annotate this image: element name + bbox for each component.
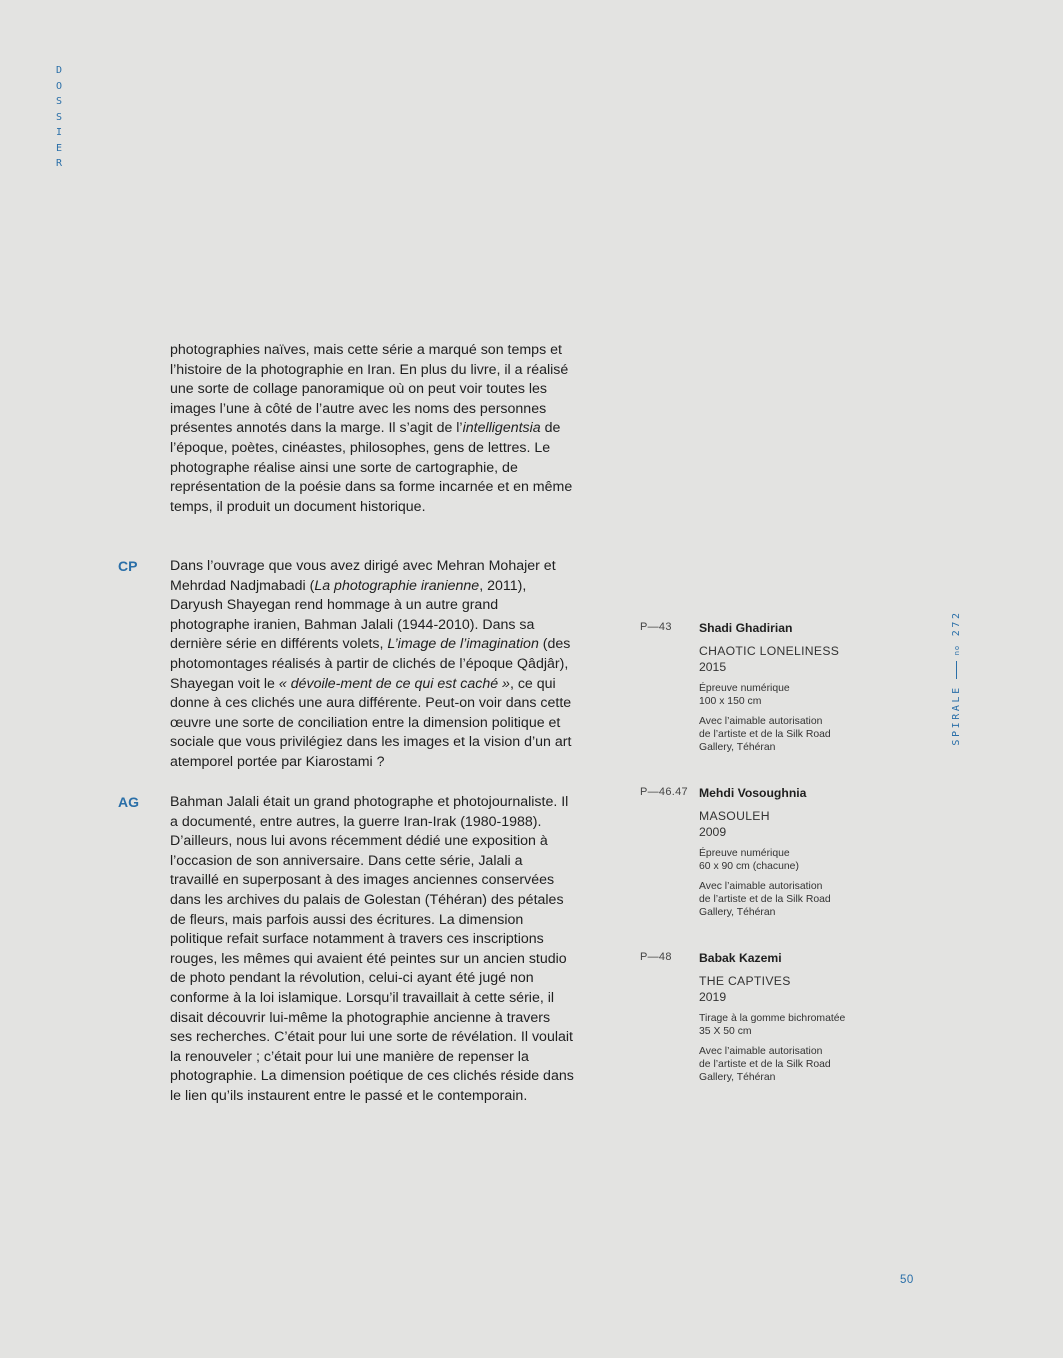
- caption-credit-line: Gallery, Téhéran: [699, 907, 776, 918]
- section-label-letter: I: [55, 127, 63, 138]
- text-segment: photographies naïves, mais cette série a marqué son temps et l’histoire de la photographie en Iran. En plus du livre, il a réalisé une sorte de collage panoramique où on peut voir toutes les images l’une à côté de l’autre avec les noms des personnes présentes annotés dans la marge. Il s’agit de l’: [170, 342, 569, 437]
- paragraph-2: [170, 557, 574, 773]
- caption-credit-line: Avec l’aimable autorisation: [699, 881, 823, 892]
- italic-segment: La photographie iranienne: [314, 577, 480, 594]
- journal-separator: [956, 661, 957, 679]
- caption-technique-line: 100 x 150 cm: [699, 696, 762, 707]
- caption-credit: [699, 880, 879, 919]
- journal-name: SPIRALE: [951, 685, 962, 746]
- caption-technique: [699, 1012, 879, 1038]
- journal-mark: [951, 598, 967, 758]
- section-label-letter: S: [55, 96, 63, 107]
- italic-segment: intelligentsia: [462, 420, 541, 437]
- italic-segment: L’image de l’imagination: [387, 636, 539, 653]
- section-label-letter: S: [55, 111, 63, 123]
- caption-technique-line: 60 x 90 cm (chacune): [699, 861, 799, 872]
- caption-technique-line: Tirage à la gomme bichromatée: [699, 1013, 846, 1024]
- paragraph-3: [170, 793, 574, 1107]
- caption-credit-line: Gallery, Téhéran: [699, 1072, 776, 1083]
- caption-year: 2009: [699, 825, 727, 839]
- section-label-dossier: [54, 63, 64, 172]
- speaker-ag: AG: [118, 794, 139, 810]
- section-label-letter: R: [55, 158, 63, 169]
- caption-ref: P—48: [640, 951, 672, 963]
- caption-technique-line: Épreuve numérique: [699, 683, 790, 694]
- caption-technique-line: 35 X 50 cm: [699, 1026, 752, 1037]
- caption-year: 2015: [699, 660, 727, 674]
- text-segment: de l’époque, poètes, cinéastes, philosophes, gens de lettres. Le photographe réalise ainsi une sorte de cartographie, de représentation de la poésie dans sa forme incarnée et en même temps, il produit un document historique.: [170, 420, 573, 515]
- caption-technique-line: Épreuve numérique: [699, 848, 790, 859]
- caption-credit-line: de l’artiste et de la Silk Road: [699, 894, 831, 905]
- caption-title: THE CAPTIVES: [699, 974, 791, 988]
- caption-technique: [699, 847, 879, 873]
- speaker-cp: CP: [118, 558, 138, 574]
- caption-credit: [699, 1045, 879, 1084]
- caption-title: CHAOTIC LONELINESS: [699, 644, 840, 658]
- journal-number: 272: [951, 610, 962, 637]
- caption-technique: [699, 682, 879, 708]
- caption-year: 2019: [699, 990, 727, 1004]
- caption-credit-line: Avec l’aimable autorisation: [699, 716, 823, 727]
- paragraph-1: [170, 341, 574, 517]
- text-segment: (des photomontages réalisés à partir de clichés de l’époque Qâdjâr), Shayegan voit le: [170, 636, 571, 692]
- section-label-letter: D: [55, 65, 63, 76]
- caption-ref: P—46.47: [640, 786, 688, 798]
- text-segment: Bahman Jalali était un grand photographe et photojournaliste. Il a documenté, entre autres, la guerre Iran-Irak (1980-1988). D’ailleurs, nous lui avons récemment dédié une exposition à l’occasion de son anniversaire. Dans cette série, Jalali a travaillé en superposant à des images anciennes conservées dans les archives du palais de Golestan (Téhéran) des pétales de fleurs, mais parfois aussi des écritures. La dimension politique refait surface notamment à travers ces inscriptions rouges, les mêmes qui avaient été peintes sur un ancien studio de photo pendant la révolution, celui-ci ayant été jugé non conforme à la loi islamique. Lorsqu’il travaillait à cette série, il disait découvrir lui-même la photographie ancienne à travers ses recherches. C’était pour lui une sorte de révélation. Il voulait la renouveler ; c’était pour lui une manière de repenser la photographie. La dimension poétique de ces clichés réside dans le lien qu’ils instaurent entre le passé et le contemporain.: [170, 794, 574, 1104]
- caption-credit-line: de l’artiste et de la Silk Road: [699, 1059, 831, 1070]
- text-segment: Dans l’ouvrage que vous avez dirigé avec Mehran Mohajer et Mehrdad Nadjmabadi (: [170, 558, 556, 594]
- text-segment: , 2011), Daryush Shayegan rend hommage à un autre grand photographe iranien, Bahman Jalali (1944-2010). Dans sa dernière série en différents volets,: [170, 577, 535, 653]
- page-number: 50: [900, 1274, 914, 1286]
- journal-number-prefix: no: [953, 644, 961, 656]
- text-segment: , ce qui donne à ces clichés une aura différente. Peut-on voir dans cette œuvre une sorte de conciliation entre la dimension politique et sociale que vous privilégiez dans les images et la vision d’un art atemporel portée par Kiarostami ?: [170, 675, 572, 770]
- caption-artist: Mehdi Vosoughnia: [699, 786, 807, 800]
- caption-credit-line: de l’artiste et de la Silk Road: [699, 729, 831, 740]
- italic-segment: « dévoile-ment de ce qui est caché »: [278, 675, 510, 692]
- section-label-letter: O: [55, 80, 63, 92]
- caption-credit: [699, 715, 879, 754]
- caption-title: MASOULEH: [699, 809, 770, 823]
- caption-artist: Babak Kazemi: [699, 951, 782, 965]
- section-label-letter: E: [55, 142, 63, 154]
- caption-artist: Shadi Ghadirian: [699, 621, 793, 635]
- caption-credit-line: Gallery, Téhéran: [699, 742, 776, 753]
- caption-ref: P—43: [640, 621, 672, 633]
- caption-credit-line: Avec l’aimable autorisation: [699, 1046, 823, 1057]
